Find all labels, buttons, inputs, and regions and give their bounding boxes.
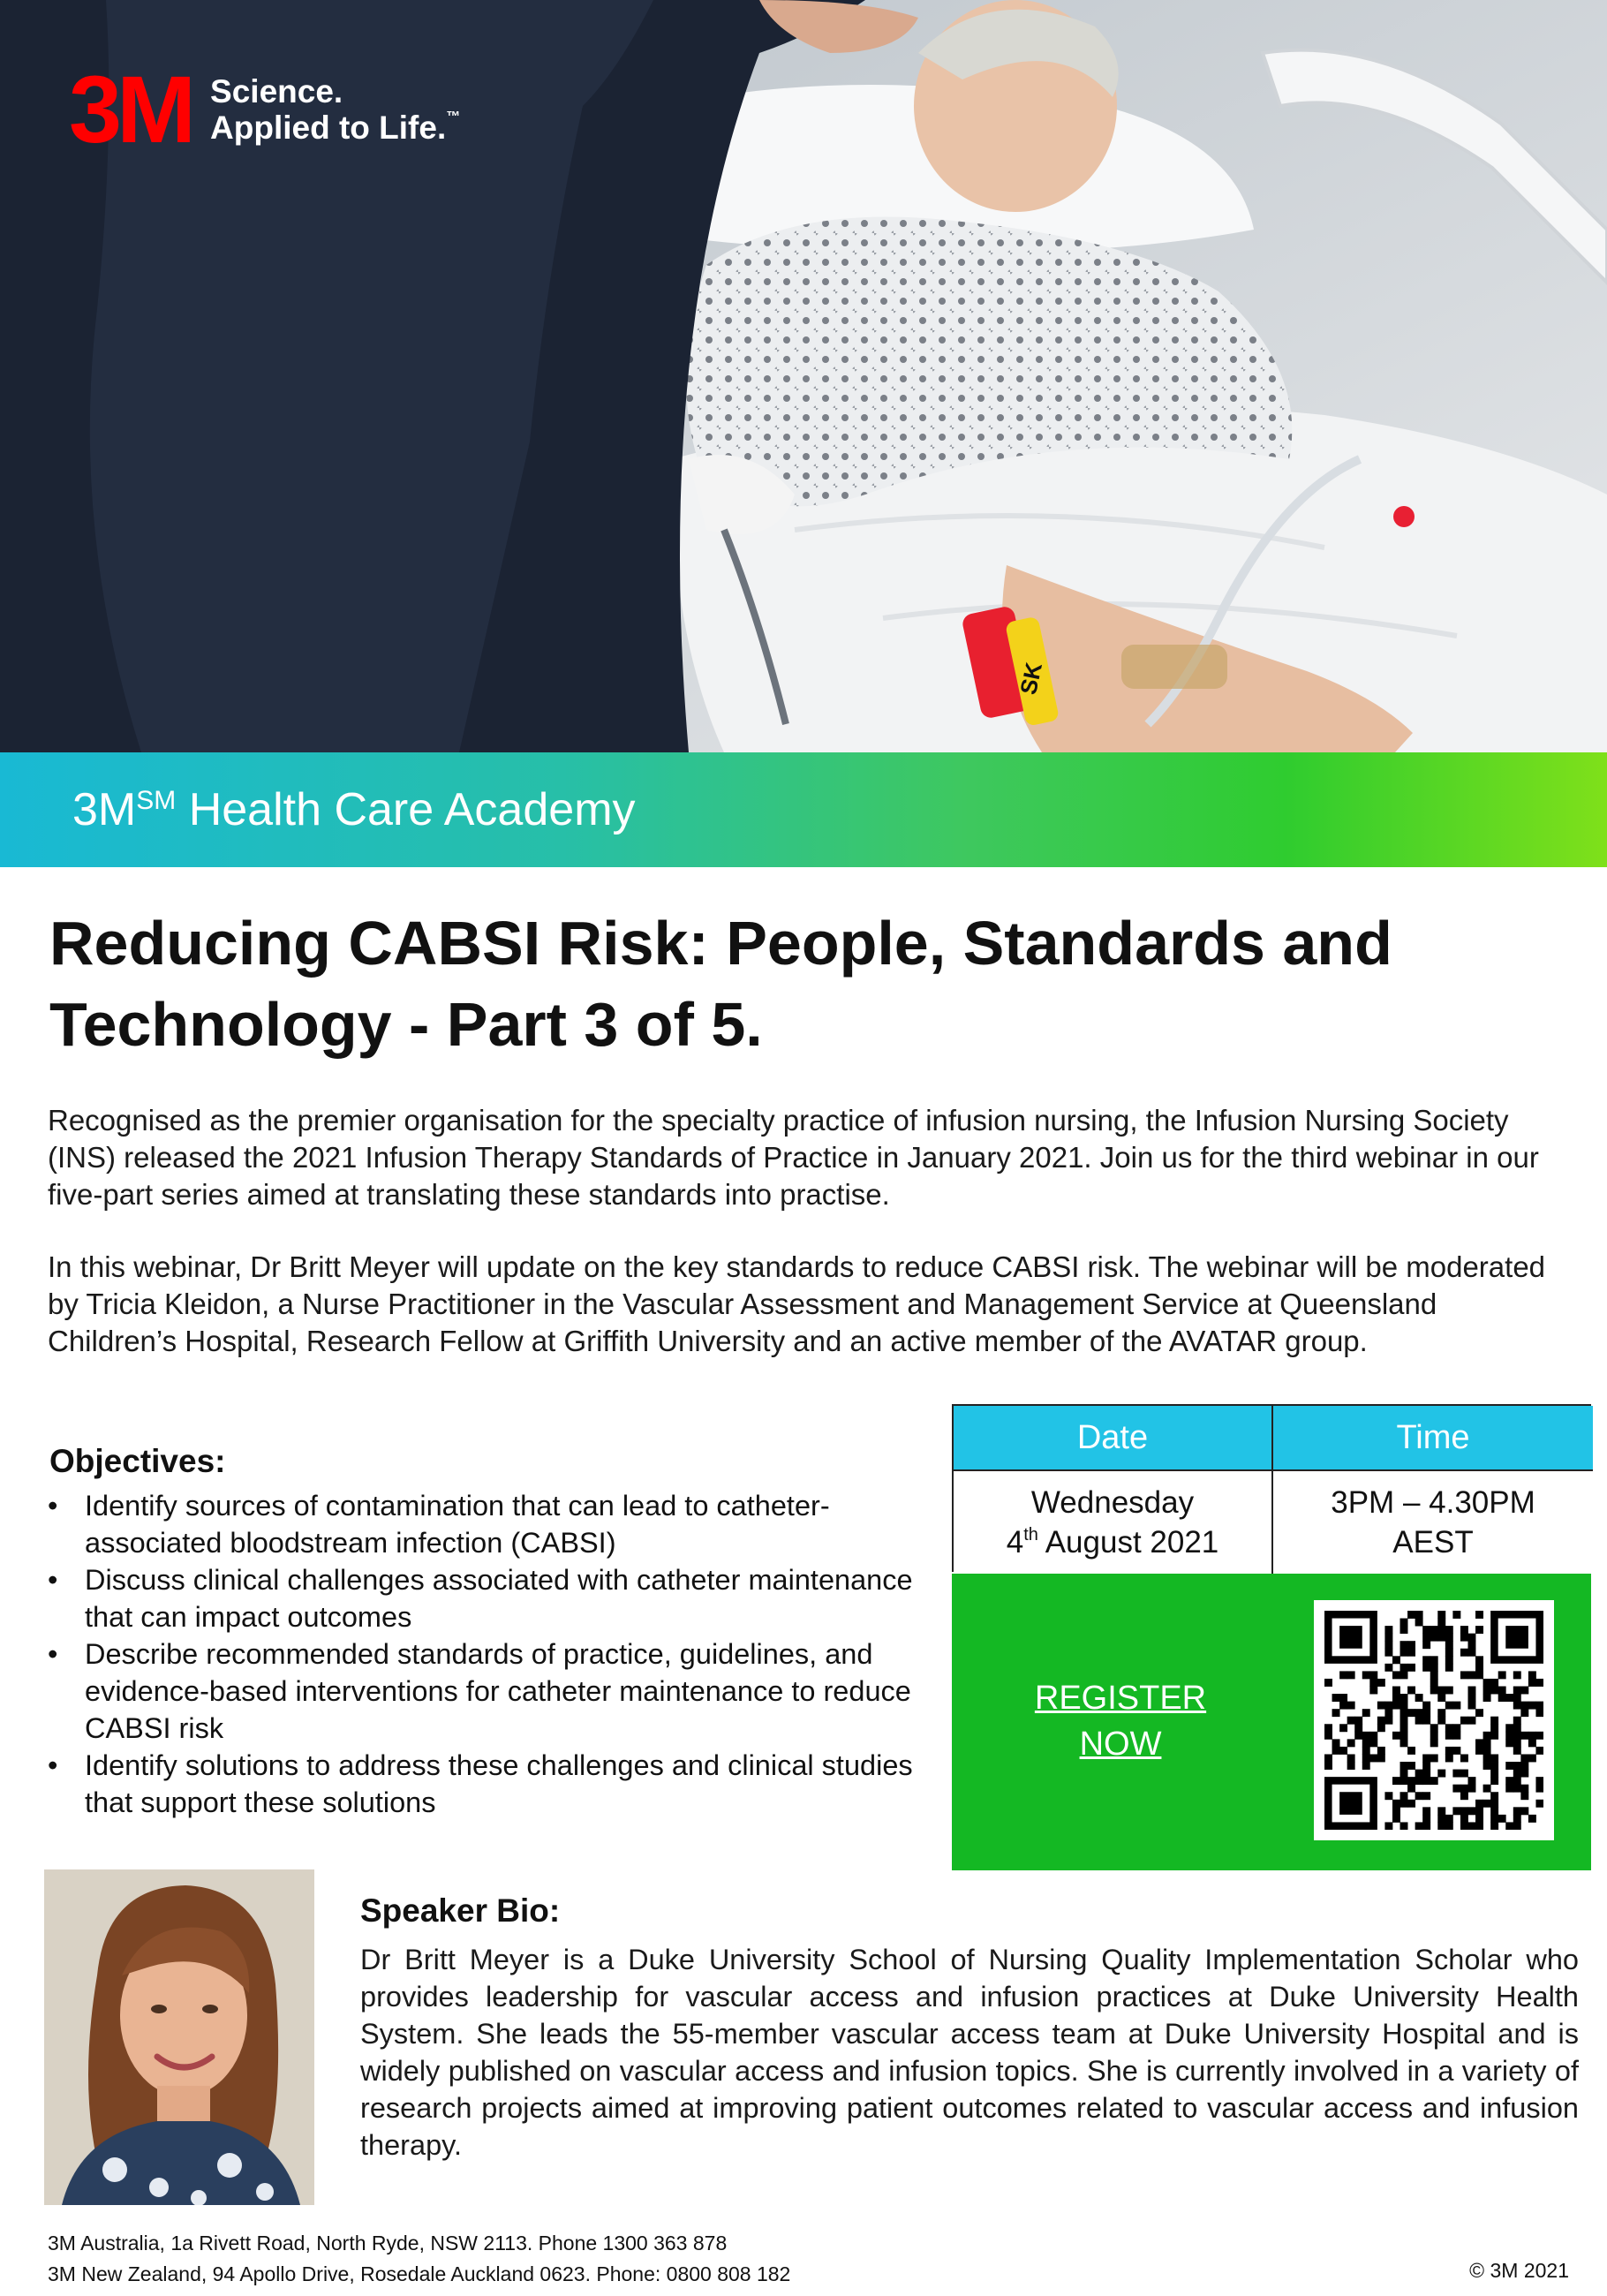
register-link-line1: REGISTER: [1034, 1680, 1207, 1717]
schedule-table: [952, 1404, 1591, 1572]
date-full: [1007, 1522, 1219, 1563]
register-panel: [952, 1574, 1591, 1870]
page-title-line2: Technology - Part 3 of 5.: [49, 990, 763, 1060]
trademark-symbol: ™: [446, 110, 461, 125]
objective-text: Describe recommended standards of practice, guidelines, and evidence-based interventions for catheter maintenance to reduce CABSI risk: [85, 1638, 911, 1744]
page-title: [49, 903, 1550, 1066]
bullet-icon: •: [48, 1638, 58, 1670]
date-suffix: th: [1023, 1525, 1038, 1545]
date-header: Date: [954, 1406, 1273, 1471]
logo-tagline-line1: Science.: [210, 72, 343, 110]
objective-text: Discuss clinical challenges associated with catheter maintenance that can impact outcomes: [85, 1564, 913, 1633]
speaker-portrait: [44, 1869, 314, 2205]
time-zone: AEST: [1392, 1525, 1474, 1560]
qr-code[interactable]: [1314, 1600, 1554, 1840]
time-header: Time: [1273, 1406, 1593, 1471]
date-month-year: August 2021: [1037, 1525, 1219, 1560]
page-title-line1: Reducing CABSI Risk: People, Standards and: [49, 909, 1392, 978]
register-link-line2: NOW: [1079, 1726, 1162, 1764]
banner-service-mark: SM: [136, 786, 177, 815]
banner-brand: 3M: [72, 784, 137, 835]
footer-address-new-zealand: 3M New Zealand, 94 Apollo Drive, Rosedale Auckland 0623. Phone: 0800 808 182: [48, 2262, 791, 2285]
date-weekday: Wednesday: [1030, 1484, 1195, 1520]
footer-addresses: [48, 2228, 790, 2290]
intro-paragraph-1: Recognised as the premier organisation for the specialty practice of infusion nursing, the Infusion Nursing Society (INS) released the 2021 Infusion Therapy Standards of Practice in January 2021. Join us for the third webinar in our five-part series aimed at translating these standards into practise.: [48, 1104, 1539, 1212]
bullet-icon: •: [48, 1749, 58, 1781]
list-item: [48, 1487, 931, 1561]
logo-tagline: [210, 73, 460, 147]
banner-rest: Health Care Academy: [176, 784, 636, 835]
copyright-notice: © 3M 2021: [1469, 2259, 1569, 2282]
objective-text: Identify sources of contamination that can lead to catheter-associated bloodstream infection (CABSI): [85, 1490, 830, 1559]
logo-tagline-line2: [210, 110, 460, 146]
register-now-link[interactable]: [1019, 1675, 1222, 1767]
list-item: [48, 1635, 931, 1747]
speaker-photo: [44, 1869, 314, 2205]
footer-address-australia: 3M Australia, 1a Rivett Road, North Ryde, NSW 2113. Phone 1300 363 878: [48, 2232, 728, 2254]
bullet-icon: •: [48, 1564, 58, 1596]
time-cell: [1273, 1471, 1593, 1574]
date-cell: [954, 1471, 1273, 1574]
objectives-list: [48, 1487, 931, 1821]
objective-text: Identify solutions to address these challenges and clinical studies that support these solutions: [85, 1749, 913, 1818]
time-range: 3PM – 4.30PM: [1331, 1484, 1535, 1520]
logo-tagline-line2-text: Applied to Life.: [210, 110, 447, 146]
academy-banner: [0, 752, 1607, 867]
intro-paragraph-2: In this webinar, Dr Britt Meyer will update on the key standards to reduce CABSI risk. The webinar will be moderated by Tricia Kleidon, a Nurse Practitioner in the Vascular Assessment and Management Service at Queensland Children’s Hospital, Research Fellow at Griffith University and an active member of the AVATAR group.: [48, 1250, 1546, 1358]
objectives-heading: Objectives:: [49, 1443, 226, 1479]
speaker-bio-heading: Speaker Bio:: [360, 1892, 561, 1929]
banner-title: [72, 783, 636, 836]
wristband-text: SK: [1015, 660, 1047, 698]
3m-logo-mark: 3M: [69, 56, 192, 162]
date-day: 4: [1006, 1525, 1024, 1560]
list-item: [48, 1747, 931, 1821]
brand-logo: [69, 56, 461, 162]
qr-code-icon: [1324, 1611, 1543, 1830]
speaker-bio-text: Dr Britt Meyer is a Duke University School of Nursing Quality Implementation Scholar who provides leadership for vascular access and infusion practices at Duke University Health System. She leads the 55-member vascular access team at Duke University Hospital and is widely published on vascular access and infusion topics. She is currently involved in a variety of research projects aimed at improving patient outcomes related to vascular access and infusion therapy.: [360, 1944, 1579, 2161]
hero-photo: [0, 0, 1607, 752]
bullet-icon: •: [48, 1490, 58, 1522]
list-item: [48, 1561, 931, 1635]
